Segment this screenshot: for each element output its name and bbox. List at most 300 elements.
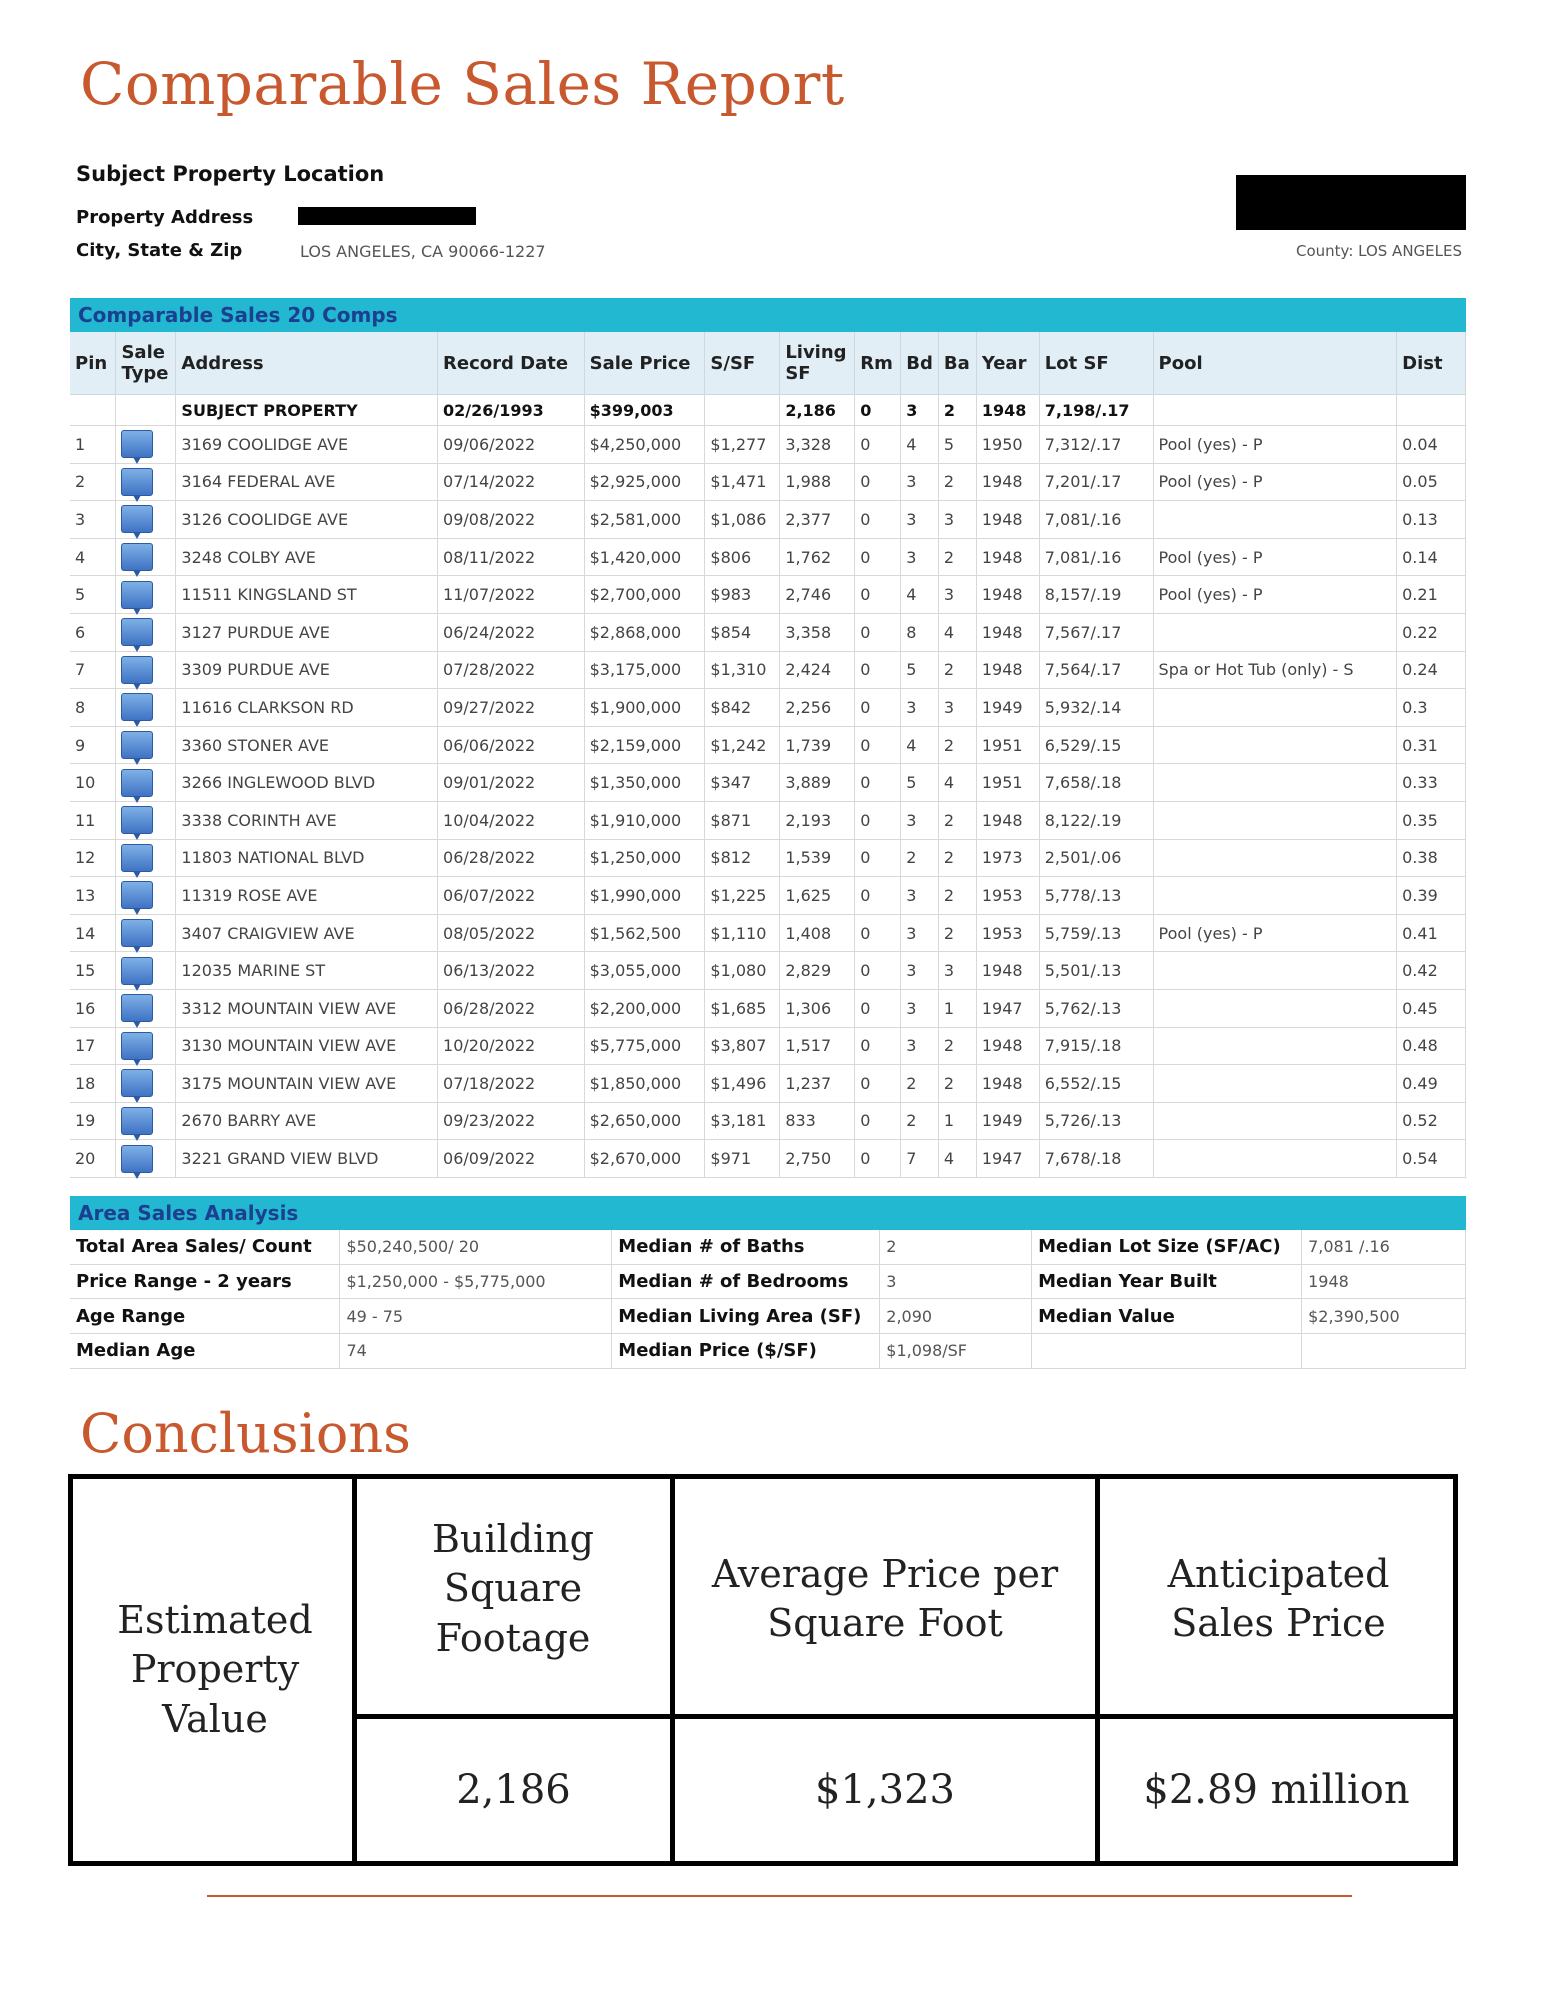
table-row xyxy=(70,651,1466,689)
area-metric-label: Price Range - 2 years xyxy=(70,1264,340,1299)
comps-table xyxy=(70,332,1466,1178)
cell-ssf: $983 xyxy=(705,576,780,614)
county-label: County: LOS ANGELES xyxy=(1295,242,1462,260)
cell-price: $1,910,000 xyxy=(584,801,705,839)
cell-dist: 0.52 xyxy=(1397,1102,1466,1140)
cell-lot: 5,762/.13 xyxy=(1039,989,1153,1027)
cell-date: 06/07/2022 xyxy=(438,877,585,915)
cell-lot: 5,759/.13 xyxy=(1039,914,1153,952)
cell-lot: 7,081/.16 xyxy=(1039,538,1153,576)
sale-type-cell xyxy=(116,1140,176,1178)
cell-bd: 2 xyxy=(901,1102,939,1140)
cell-pool xyxy=(1153,764,1397,802)
avg-price-sqft-value: $1,323 xyxy=(815,1767,955,1813)
cell-bd: 3 xyxy=(901,689,939,727)
sale-type-cell xyxy=(116,576,176,614)
cell-address: 11511 KINGSLAND ST xyxy=(176,576,438,614)
cell-address: 3312 MOUNTAIN VIEW AVE xyxy=(176,989,438,1027)
cell-bd: 3 xyxy=(901,952,939,990)
anticipated-price-header: Anticipated Sales Price xyxy=(1167,1551,1390,1645)
building-sqft-header: Building Square Footage xyxy=(432,1516,594,1660)
area-row xyxy=(70,1230,1466,1264)
cell-rm: 0 xyxy=(855,1027,901,1065)
cell-ssf: $347 xyxy=(705,764,780,802)
area-row xyxy=(70,1299,1466,1334)
cell-pool xyxy=(1153,501,1397,539)
cell-pool: Pool (yes) - P xyxy=(1153,463,1397,501)
cell-ba: 1 xyxy=(938,989,976,1027)
area-metric-label: Median Year Built xyxy=(1032,1264,1302,1299)
cell-bd: 4 xyxy=(901,426,939,464)
cell-date: 09/08/2022 xyxy=(438,501,585,539)
cell-year: 1948 xyxy=(976,501,1039,539)
sale-type-cell xyxy=(116,989,176,1027)
sale-type-cell xyxy=(116,764,176,802)
cell-ssf: $1,242 xyxy=(705,726,780,764)
cell-pin: 7 xyxy=(70,651,116,689)
cell-dist: 0.04 xyxy=(1397,426,1466,464)
map-pin-icon[interactable] xyxy=(121,430,153,458)
area-metric-label: Median Lot Size (SF/AC) xyxy=(1032,1230,1302,1264)
map-pin-icon[interactable] xyxy=(121,1032,153,1060)
column-header: Bd xyxy=(901,332,939,395)
cell-year: 1948 xyxy=(976,801,1039,839)
cell-ba: 1 xyxy=(938,1102,976,1140)
column-header: Pool xyxy=(1153,332,1397,395)
sale-type-cell xyxy=(116,1027,176,1065)
cell-ba: 2 xyxy=(938,877,976,915)
cell-year: 1951 xyxy=(976,726,1039,764)
cell-price: $1,990,000 xyxy=(584,877,705,915)
cell-price: $5,775,000 xyxy=(584,1027,705,1065)
cell-date: 07/28/2022 xyxy=(438,651,585,689)
comps-body xyxy=(70,395,1466,1178)
column-header: Record Date xyxy=(438,332,585,395)
cell-lot: 7,198/.17 xyxy=(1039,395,1153,426)
cell-price: $1,250,000 xyxy=(584,839,705,877)
cell-address: 3266 INGLEWOOD BLVD xyxy=(176,764,438,802)
cell-address: 3309 PURDUE AVE xyxy=(176,651,438,689)
cell-bd: 8 xyxy=(901,613,939,651)
table-row xyxy=(70,1027,1466,1065)
comps-band-title: Comparable Sales 20 Comps xyxy=(70,298,1466,332)
cell-year: 1948 xyxy=(976,613,1039,651)
cell-living: 1,539 xyxy=(780,839,855,877)
cell-ba: 3 xyxy=(938,501,976,539)
cell-pin: 19 xyxy=(70,1102,116,1140)
cell-pool: Spa or Hot Tub (only) - S xyxy=(1153,651,1397,689)
area-metric-value xyxy=(1302,1334,1466,1369)
cell-ssf: $806 xyxy=(705,538,780,576)
cell-address: 11616 CLARKSON RD xyxy=(176,689,438,727)
cell-ba: 2 xyxy=(938,538,976,576)
cell-ssf xyxy=(705,395,780,426)
cell-year: 1950 xyxy=(976,426,1039,464)
cell-year: 1949 xyxy=(976,1102,1039,1140)
cell-living: 2,377 xyxy=(780,501,855,539)
cell-rm: 0 xyxy=(855,576,901,614)
cell-address: 11803 NATIONAL BLVD xyxy=(176,839,438,877)
area-band-title: Area Sales Analysis xyxy=(70,1196,1466,1230)
area-metric-value: 2,090 xyxy=(880,1299,1032,1334)
column-header: Sale Type xyxy=(116,332,176,395)
cell-bd: 3 xyxy=(901,801,939,839)
cell-date: 06/13/2022 xyxy=(438,952,585,990)
column-header: Sale Price xyxy=(584,332,705,395)
cell-lot: 7,081/.16 xyxy=(1039,501,1153,539)
cell-date: 06/28/2022 xyxy=(438,839,585,877)
cell-year: 1948 xyxy=(976,651,1039,689)
comparable-sales-section xyxy=(70,298,1466,1178)
cell-ba: 4 xyxy=(938,764,976,802)
cell-ba: 2 xyxy=(938,1027,976,1065)
cell-dist: 0.14 xyxy=(1397,538,1466,576)
map-pin-icon[interactable] xyxy=(121,731,153,759)
map-pin-icon[interactable] xyxy=(121,656,153,684)
cell-dist: 0.49 xyxy=(1397,1065,1466,1103)
cell-date: 09/06/2022 xyxy=(438,426,585,464)
building-sqft-value: 2,186 xyxy=(456,1767,571,1813)
cell-ba: 3 xyxy=(938,952,976,990)
cell-lot: 7,678/.18 xyxy=(1039,1140,1153,1178)
cell-price: $2,581,000 xyxy=(584,501,705,539)
cell-address: 3164 FEDERAL AVE xyxy=(176,463,438,501)
cell-lot: 7,201/.17 xyxy=(1039,463,1153,501)
cell-dist: 0.41 xyxy=(1397,914,1466,952)
avg-price-sqft-header: Average Price per Square Foot xyxy=(711,1551,1059,1645)
area-row xyxy=(70,1334,1466,1369)
cell-pin: 11 xyxy=(70,801,116,839)
cell-address: SUBJECT PROPERTY xyxy=(176,395,438,426)
cell-pin: 20 xyxy=(70,1140,116,1178)
property-address-label: Property Address xyxy=(76,207,254,228)
column-header: Lot SF xyxy=(1039,332,1153,395)
cell-year: 1948 xyxy=(976,952,1039,990)
cell-pin: 18 xyxy=(70,1065,116,1103)
cell-living: 2,186 xyxy=(780,395,855,426)
cell-ssf: $3,807 xyxy=(705,1027,780,1065)
cell-pool xyxy=(1153,1102,1397,1140)
area-metric-value: 49 - 75 xyxy=(340,1299,612,1334)
cell-date: 10/20/2022 xyxy=(438,1027,585,1065)
sale-type-cell xyxy=(116,501,176,539)
cell-dist: 0.21 xyxy=(1397,576,1466,614)
cell-price: $2,700,000 xyxy=(584,576,705,614)
cell-ssf: $1,225 xyxy=(705,877,780,915)
cell-pool xyxy=(1153,1140,1397,1178)
cell-address: 3248 COLBY AVE xyxy=(176,538,438,576)
area-sales-section xyxy=(70,1196,1466,1369)
cell-date: 08/11/2022 xyxy=(438,538,585,576)
map-pin-icon[interactable] xyxy=(121,693,153,721)
cell-pool xyxy=(1153,689,1397,727)
cell-address: 11319 ROSE AVE xyxy=(176,877,438,915)
cell-dist: 0.39 xyxy=(1397,877,1466,915)
cell-year: 1948 xyxy=(976,395,1039,426)
cell-date: 09/27/2022 xyxy=(438,689,585,727)
cell-lot: 7,915/.18 xyxy=(1039,1027,1153,1065)
cell-ba: 2 xyxy=(938,726,976,764)
cell-year: 1973 xyxy=(976,839,1039,877)
cell-address: 3130 MOUNTAIN VIEW AVE xyxy=(176,1027,438,1065)
cell-lot: 8,122/.19 xyxy=(1039,801,1153,839)
cell-pool xyxy=(1153,877,1397,915)
area-metric-label: Median # of Bedrooms xyxy=(612,1264,880,1299)
cell-ssf: $854 xyxy=(705,613,780,651)
cell-bd: 3 xyxy=(901,395,939,426)
cell-lot: 5,778/.13 xyxy=(1039,877,1153,915)
subject-row xyxy=(70,395,1466,426)
cell-price: $1,350,000 xyxy=(584,764,705,802)
cell-pin: 6 xyxy=(70,613,116,651)
column-header: S/SF xyxy=(705,332,780,395)
map-pin-icon[interactable] xyxy=(121,994,153,1022)
cell-ba: 5 xyxy=(938,426,976,464)
cell-ssf: $1,471 xyxy=(705,463,780,501)
cell-pool: Pool (yes) - P xyxy=(1153,426,1397,464)
map-pin-icon[interactable] xyxy=(121,769,153,797)
cell-pin: 15 xyxy=(70,952,116,990)
cell-pool xyxy=(1153,1065,1397,1103)
cell-date: 08/05/2022 xyxy=(438,914,585,952)
area-metric-value: $50,240,500/ 20 xyxy=(340,1230,612,1264)
cell-living: 1,739 xyxy=(780,726,855,764)
map-pin-icon[interactable] xyxy=(121,468,153,496)
cell-rm: 0 xyxy=(855,689,901,727)
cell-date: 06/28/2022 xyxy=(438,989,585,1027)
sale-type-cell xyxy=(116,395,176,426)
cell-bd: 4 xyxy=(901,726,939,764)
cell-price: $1,420,000 xyxy=(584,538,705,576)
cell-lot: 5,932/.14 xyxy=(1039,689,1153,727)
table-row xyxy=(70,989,1466,1027)
map-pin-icon[interactable] xyxy=(121,844,153,872)
subject-header: Subject Property Location xyxy=(76,162,385,186)
cell-lot: 5,726/.13 xyxy=(1039,1102,1153,1140)
cell-price: $1,562,500 xyxy=(584,914,705,952)
cell-pool xyxy=(1153,1027,1397,1065)
cell-rm: 0 xyxy=(855,501,901,539)
cell-date: 07/14/2022 xyxy=(438,463,585,501)
cell-pool xyxy=(1153,952,1397,990)
map-pin-icon[interactable] xyxy=(121,1145,153,1173)
column-header: Address xyxy=(176,332,438,395)
area-metric-value: 7,081 /.16 xyxy=(1302,1230,1466,1264)
cell-pin: 14 xyxy=(70,914,116,952)
cell-living: 2,256 xyxy=(780,689,855,727)
cell-bd: 3 xyxy=(901,914,939,952)
cell-year: 1948 xyxy=(976,1065,1039,1103)
cell-living: 2,424 xyxy=(780,651,855,689)
sale-type-cell xyxy=(116,914,176,952)
cell-lot: 6,552/.15 xyxy=(1039,1065,1153,1103)
cell-ba: 2 xyxy=(938,651,976,689)
cell-lot: 8,157/.19 xyxy=(1039,576,1153,614)
cell-living: 1,517 xyxy=(780,1027,855,1065)
cell-ba: 3 xyxy=(938,689,976,727)
cell-rm: 0 xyxy=(855,426,901,464)
cell-rm: 0 xyxy=(855,1102,901,1140)
cell-year: 1949 xyxy=(976,689,1039,727)
cell-year: 1953 xyxy=(976,877,1039,915)
sale-type-cell xyxy=(116,463,176,501)
column-header: Rm xyxy=(855,332,901,395)
sale-type-cell xyxy=(116,613,176,651)
cell-year: 1947 xyxy=(976,989,1039,1027)
map-pin-icon[interactable] xyxy=(121,543,153,571)
cell-address: 3169 COOLIDGE AVE xyxy=(176,426,438,464)
cell-living: 2,746 xyxy=(780,576,855,614)
cell-dist: 0.42 xyxy=(1397,952,1466,990)
cell-bd: 5 xyxy=(901,651,939,689)
map-pin-icon[interactable] xyxy=(121,957,153,985)
cell-date: 06/24/2022 xyxy=(438,613,585,651)
cell-address: 12035 MARINE ST xyxy=(176,952,438,990)
cell-dist: 0.38 xyxy=(1397,839,1466,877)
cell-pool: Pool (yes) - P xyxy=(1153,576,1397,614)
area-metric-label: Median Value xyxy=(1032,1299,1302,1334)
cell-address: 3360 STONER AVE xyxy=(176,726,438,764)
area-metric-value: 2 xyxy=(880,1230,1032,1264)
cell-bd: 3 xyxy=(901,877,939,915)
column-header: Dist xyxy=(1397,332,1466,395)
cell-dist: 0.3 xyxy=(1397,689,1466,727)
sale-type-cell xyxy=(116,1102,176,1140)
table-row xyxy=(70,463,1466,501)
map-pin-icon[interactable] xyxy=(121,1069,153,1097)
area-metric-value: 1948 xyxy=(1302,1264,1466,1299)
sale-type-cell xyxy=(116,801,176,839)
cell-price: $3,175,000 xyxy=(584,651,705,689)
map-pin-icon[interactable] xyxy=(121,581,153,609)
area-metric-label: Age Range xyxy=(70,1299,340,1334)
cell-dist: 0.45 xyxy=(1397,989,1466,1027)
cell-year: 1953 xyxy=(976,914,1039,952)
cell-rm: 0 xyxy=(855,877,901,915)
sale-type-cell xyxy=(116,1065,176,1103)
cell-date: 02/26/1993 xyxy=(438,395,585,426)
cell-dist: 0.48 xyxy=(1397,1027,1466,1065)
cell-address: 3175 MOUNTAIN VIEW AVE xyxy=(176,1065,438,1103)
cell-rm: 0 xyxy=(855,726,901,764)
comps-header-row xyxy=(70,332,1466,395)
area-metric-value: $1,098/SF xyxy=(880,1334,1032,1369)
cell-year: 1948 xyxy=(976,1027,1039,1065)
cell-address: 2670 BARRY AVE xyxy=(176,1102,438,1140)
cell-living: 1,237 xyxy=(780,1065,855,1103)
sale-type-cell xyxy=(116,877,176,915)
table-row xyxy=(70,538,1466,576)
cell-address: 3407 CRAIGVIEW AVE xyxy=(176,914,438,952)
cell-lot: 5,501/.13 xyxy=(1039,952,1153,990)
column-header: Living SF xyxy=(780,332,855,395)
anticipated-price-value: $2.89 million xyxy=(1143,1767,1410,1813)
table-row xyxy=(70,1140,1466,1178)
sale-type-cell xyxy=(116,426,176,464)
cell-date: 09/23/2022 xyxy=(438,1102,585,1140)
cell-rm: 0 xyxy=(855,463,901,501)
area-metric-label: Median Price ($/SF) xyxy=(612,1334,880,1369)
cell-rm: 0 xyxy=(855,613,901,651)
sale-type-cell xyxy=(116,689,176,727)
table-row xyxy=(70,764,1466,802)
table-row xyxy=(70,501,1466,539)
map-pin-icon[interactable] xyxy=(121,919,153,947)
cell-pin: 17 xyxy=(70,1027,116,1065)
cell-dist xyxy=(1397,395,1466,426)
city-state-zip-value: LOS ANGELES, CA 90066-1227 xyxy=(300,242,546,261)
cell-bd: 3 xyxy=(901,538,939,576)
cell-bd: 2 xyxy=(901,1065,939,1103)
cell-address: 3338 CORINTH AVE xyxy=(176,801,438,839)
cell-year: 1948 xyxy=(976,538,1039,576)
cell-price: $2,868,000 xyxy=(584,613,705,651)
cell-ssf: $3,181 xyxy=(705,1102,780,1140)
table-row xyxy=(70,1102,1466,1140)
cell-ba: 2 xyxy=(938,914,976,952)
area-metric-label: Total Area Sales/ Count xyxy=(70,1230,340,1264)
cell-rm: 0 xyxy=(855,952,901,990)
cell-living: 3,358 xyxy=(780,613,855,651)
cell-dist: 0.54 xyxy=(1397,1140,1466,1178)
cell-lot: 6,529/.15 xyxy=(1039,726,1153,764)
cell-pool xyxy=(1153,839,1397,877)
cell-rm: 0 xyxy=(855,914,901,952)
redacted-block xyxy=(1236,175,1466,230)
cell-rm: 0 xyxy=(855,989,901,1027)
cell-ba: 2 xyxy=(938,1065,976,1103)
cell-rm: 0 xyxy=(855,651,901,689)
cell-living: 2,829 xyxy=(780,952,855,990)
cell-address: 3221 GRAND VIEW BLVD xyxy=(176,1140,438,1178)
map-pin-icon[interactable] xyxy=(121,618,153,646)
cell-lot: 7,658/.18 xyxy=(1039,764,1153,802)
cell-pin: 12 xyxy=(70,839,116,877)
redacted-address xyxy=(298,207,476,225)
cell-living: 1,625 xyxy=(780,877,855,915)
cell-pin: 9 xyxy=(70,726,116,764)
table-row xyxy=(70,726,1466,764)
cell-ba: 2 xyxy=(938,395,976,426)
table-row xyxy=(70,801,1466,839)
cell-pool: Pool (yes) - P xyxy=(1153,914,1397,952)
cell-lot: 7,564/.17 xyxy=(1039,651,1153,689)
cell-rm: 0 xyxy=(855,1140,901,1178)
sale-type-cell xyxy=(116,726,176,764)
cell-dist: 0.05 xyxy=(1397,463,1466,501)
area-metric-value: 74 xyxy=(340,1334,612,1369)
cell-date: 07/18/2022 xyxy=(438,1065,585,1103)
cell-lot: 7,312/.17 xyxy=(1039,426,1153,464)
map-pin-icon[interactable] xyxy=(121,806,153,834)
map-pin-icon[interactable] xyxy=(121,505,153,533)
cell-living: 3,889 xyxy=(780,764,855,802)
cell-lot: 7,567/.17 xyxy=(1039,613,1153,651)
cell-year: 1948 xyxy=(976,576,1039,614)
table-row xyxy=(70,914,1466,952)
cell-price: $1,900,000 xyxy=(584,689,705,727)
cell-bd: 7 xyxy=(901,1140,939,1178)
cell-price: $2,670,000 xyxy=(584,1140,705,1178)
map-pin-icon[interactable] xyxy=(121,881,153,909)
cell-price: $2,925,000 xyxy=(584,463,705,501)
cell-pin: 4 xyxy=(70,538,116,576)
cell-pool xyxy=(1153,989,1397,1027)
cell-ba: 3 xyxy=(938,576,976,614)
cell-date: 10/04/2022 xyxy=(438,801,585,839)
map-pin-icon[interactable] xyxy=(121,1107,153,1135)
cell-price: $2,650,000 xyxy=(584,1102,705,1140)
